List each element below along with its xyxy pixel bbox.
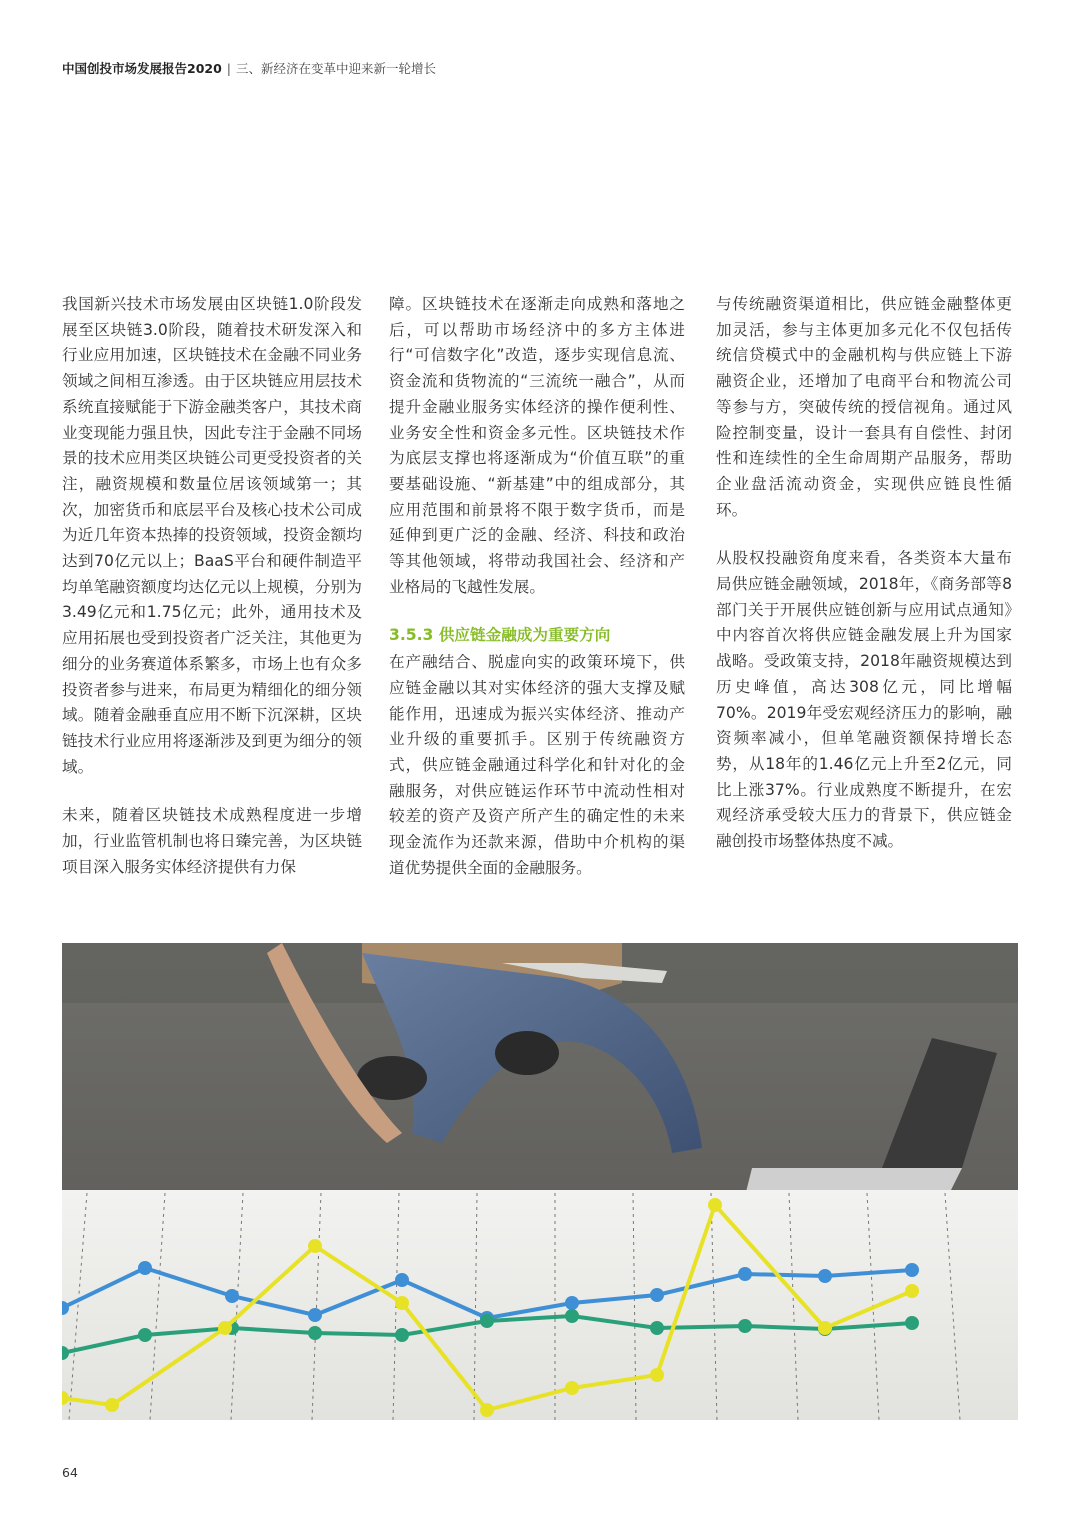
drawn-point — [395, 1273, 409, 1287]
running-header — [62, 59, 436, 79]
photo-svg — [62, 943, 1018, 1420]
drawn-point — [138, 1261, 152, 1275]
drawn-point — [818, 1269, 832, 1283]
drawn-point — [565, 1381, 579, 1395]
drawn-point — [565, 1309, 579, 1323]
text-column-2 — [389, 292, 685, 904]
drawn-point — [708, 1198, 722, 1212]
drawn-point — [395, 1328, 409, 1342]
drawn-point — [308, 1308, 322, 1322]
paragraph: 与传统融资渠道相比，供应链金融整体更加灵活，参与主体更加多元化不仅包括传统信贷模式中的金融机构与供应链上下游融资企业，还增加了电商平台和物流公司等参与方，突破传统的授信视角。通过风险控制变量，设计一套具有自偿性、封闭性和连续性的全生命周期产品服务，帮助企业盘活流动资金，实现供应链良性循环。 — [716, 295, 1012, 519]
drawn-point — [650, 1321, 664, 1335]
paragraph: 在产融结合、脱虚向实的政策环境下，供应链金融以其对实体经济的强大支撑及赋能作用，迅速成为振兴实体经济、推动产业升级的重要抓手。区别于传统融资方式，供应链金融通过科学化和针对化的金融服务，对供应链运作环节中流动性相对较差的资产及资产所产生的确定性的未来现金流作为还款来源，借助中介机构的渠道优势提供全面的金融服务。 — [389, 653, 685, 877]
drawn-point — [225, 1289, 239, 1303]
drawn-point — [308, 1239, 322, 1253]
drawn-point — [480, 1403, 494, 1417]
paragraph: 未来，随着区块链技术成熟程度进一步增加，行业监管机制也将日臻完善，为区块链项目深入服务实体经济提供有力保 — [62, 806, 362, 876]
drawn-point — [905, 1284, 919, 1298]
drawn-point — [308, 1326, 322, 1340]
drawn-point — [395, 1296, 409, 1310]
text-column-3 — [716, 292, 1012, 878]
drawn-point — [818, 1321, 832, 1335]
drawn-point — [650, 1368, 664, 1382]
paragraph: 障。区块链技术在逐渐走向成熟和落地之后，可以帮助市场经济中的多方主体进行“可信数字化”改造，逐步实现信息流、资金流和货物流的“三流统一融合”，从而提升金融业服务实体经济的操作便利性、业务安全性和资金多元性。区块链技术作为底层支撑也将逐渐成为“价值互联”的重要基础设施、“新基建”中的组成部分，其应用范围和前景将不限于数字货币，而是延伸到更广泛的金融、经济、科技和政治等其他领域，将带动我国社会、经济和产业格局的飞越性发展。 — [389, 295, 685, 596]
paragraph: 从股权投融资角度来看，各类资本大量布局供应链金融领域，2018年，《商务部等8部门关于开展供应链创新与应用试点通知》中内容首次将供应链金融发展上升为国家战略。受政策支持，2018年融资规模达到历史峰值，高达308亿元，同比增幅70%。2019年受宏观经济压力的影响，融资频率减小，但单笔融资额保持增长态势，从18年的1.46亿元上升至2亿元，同比上涨37%。行业成熟度不断提升，在宏观经济承受较大压力的背景下，供应链金融创投市场整体热度不减。 — [716, 549, 1012, 851]
chapter-title: 三、新经济在变革中迎来新一轮增长 — [236, 61, 437, 76]
illustration-photo — [62, 943, 1018, 1420]
section-heading: 3.5.3 供应链金融成为重要方向 — [389, 626, 611, 645]
drawn-point — [905, 1316, 919, 1330]
paragraph: 我国新兴技术市场发展由区块链1.0阶段发展至区块链3.0阶段，随着技术研发深入和行业应用加速，区块链技术在金融不同业务领域之间相互渗透。由于区块链应用层技术系统直接赋能于下游金融类客户，其技术商业变现能力强且快，因此专注于金融不同场景的技术应用类区块链公司更受投资者的关注，融资规模和数量位居该领域第一；其次，加密货币和底层平台及核心技术公司成为近几年资本热捧的投资领域，投资金额均达到70亿元以上；BaaS平台和硬件制造平均单笔融资额度均达亿元以上规模，分别为3.49亿元和1.75亿元；此外，通用技术及应用拓展也受到投资者广泛关注，其他更为细分的业务赛道体系繁多，市场上也有众多投资者参与进来，布局更为精细化的细分领域。随着金融垂直应用不断下沉深耕，区块链技术行业应用将逐渐涉及到更为细分的领域。 — [62, 295, 362, 776]
drawn-point — [738, 1267, 752, 1281]
report-title: 中国创投市场发展报告2020 — [62, 61, 222, 76]
drawn-point — [905, 1263, 919, 1277]
drawn-point — [565, 1296, 579, 1310]
drawn-point — [105, 1398, 119, 1412]
drawn-point — [738, 1319, 752, 1333]
text-column-1 — [62, 292, 362, 903]
page-number: 64 — [62, 1465, 78, 1480]
drawn-point — [480, 1314, 494, 1328]
drawn-point — [650, 1288, 664, 1302]
shoe — [495, 1031, 559, 1075]
drawn-point — [138, 1328, 152, 1342]
header-separator: | — [226, 61, 232, 76]
drawn-point — [218, 1321, 232, 1335]
